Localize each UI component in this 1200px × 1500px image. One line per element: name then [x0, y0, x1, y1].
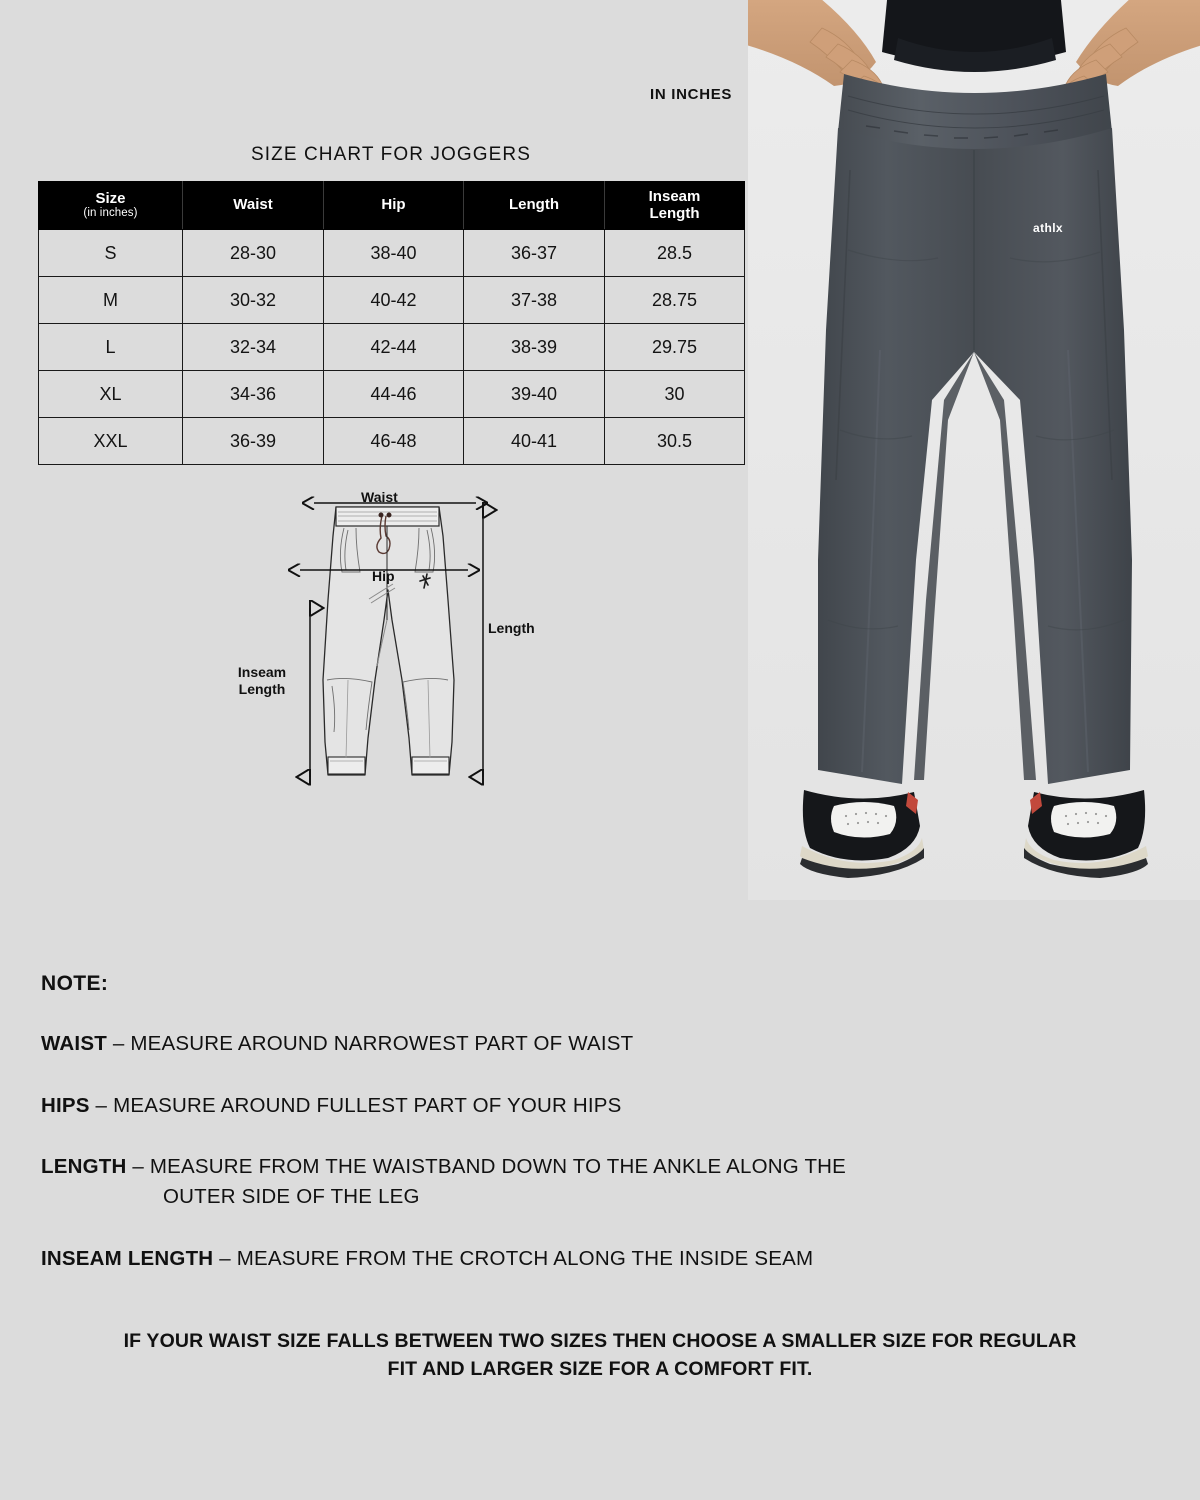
- note-item-inseam: [41, 1244, 1151, 1274]
- note-item-length: [41, 1152, 1151, 1211]
- note-term-waist: WAIST: [41, 1032, 107, 1055]
- cell-length: 38-39: [464, 324, 605, 371]
- footer-note-line2: FIT AND LARGER SIZE FOR A COMFORT FIT.: [387, 1357, 813, 1380]
- model-photo: [748, 0, 1200, 900]
- column-header-hip: Hip: [324, 182, 464, 230]
- cell-inseam: 30: [605, 371, 745, 418]
- diagram-label-length: Length: [488, 620, 535, 636]
- note-section: [41, 972, 1151, 1274]
- cell-hip: 46-48: [324, 418, 464, 465]
- cell-hip: 42-44: [324, 324, 464, 371]
- cell-inseam: 28.75: [605, 277, 745, 324]
- cell-waist: 34-36: [183, 371, 324, 418]
- note-item-waist: [41, 1029, 1151, 1059]
- column-header-inseam-sub: Length: [649, 204, 700, 222]
- table-row: [39, 277, 745, 324]
- cell-waist: 32-34: [183, 324, 324, 371]
- cell-length: 37-38: [464, 277, 605, 324]
- diagram-label-inseam-line1: Inseam: [237, 664, 287, 680]
- right-shoe: [1024, 790, 1148, 878]
- diagram-label-inseam: [216, 664, 308, 697]
- note-dash-inseam: –: [213, 1246, 237, 1270]
- note-term-length: LENGTH: [41, 1155, 127, 1179]
- cell-hip: 40-42: [324, 277, 464, 324]
- note-dash-waist: –: [106, 1032, 131, 1055]
- cell-inseam: 30.5: [605, 418, 745, 465]
- cell-size: S: [39, 230, 183, 277]
- table-row: [39, 371, 745, 418]
- note-dash-hips: –: [89, 1093, 114, 1117]
- cell-size: XXL: [39, 418, 183, 465]
- table-row: [39, 324, 745, 371]
- note-text-waist: MEASURE AROUND NARROWEST PART OF WAIST: [130, 1032, 634, 1055]
- cell-inseam: 28.5: [605, 230, 745, 277]
- footer-note-line1: IF YOUR WAIST SIZE FALLS BETWEEN TWO SIZES THEN CHOOSE A SMALLER SIZE FOR REGULAR: [123, 1330, 1077, 1352]
- cell-length: 39-40: [464, 371, 605, 418]
- column-header-inseam: [605, 182, 745, 230]
- diagram-label-hip: Hip: [372, 568, 395, 584]
- cell-length: 40-41: [464, 418, 605, 465]
- left-shoe: [800, 790, 924, 878]
- cell-length: 36-37: [464, 230, 605, 277]
- note-text-length-continuation: OUTER SIDE OF THE LEG: [163, 1185, 420, 1209]
- column-header-inseam-label: Inseam: [648, 187, 701, 205]
- cell-size: M: [39, 277, 183, 324]
- cell-waist: 30-32: [183, 277, 324, 324]
- note-heading: NOTE:: [41, 972, 109, 995]
- table-row: [39, 418, 745, 465]
- diagram-label-inseam-line2: Length: [238, 680, 286, 697]
- column-header-waist: Waist: [183, 182, 324, 230]
- size-chart-table: [38, 181, 745, 465]
- brand-logo: athlx: [1033, 221, 1064, 235]
- model-photo-illustration: [748, 0, 1200, 900]
- note-text-length: MEASURE FROM THE WAISTBAND DOWN TO THE ANKLE ALONG THE: [149, 1155, 847, 1179]
- diagram-label-waist: Waist: [361, 489, 398, 505]
- note-term-hips: HIPS: [41, 1093, 90, 1117]
- column-header-length: Length: [464, 182, 605, 230]
- jogger-technical-drawing: [196, 480, 596, 800]
- cell-size: L: [39, 324, 183, 371]
- note-dash-length: –: [126, 1155, 150, 1179]
- cell-waist: 28-30: [183, 230, 324, 277]
- cell-hip: 44-46: [324, 371, 464, 418]
- table-row: [39, 230, 745, 277]
- cell-hip: 38-40: [324, 230, 464, 277]
- cell-size: XL: [39, 371, 183, 418]
- note-text-hips: MEASURE AROUND FULLEST PART OF YOUR HIPS: [113, 1093, 622, 1117]
- table-header-row: [39, 182, 745, 230]
- note-item-hips: [41, 1091, 1151, 1121]
- measurement-diagram: [196, 480, 596, 800]
- note-term-inseam: INSEAM LENGTH: [41, 1246, 214, 1270]
- column-header-size-label: Size: [95, 189, 126, 207]
- column-header-size-sub: (in inches): [83, 207, 138, 220]
- column-header-size: [39, 182, 183, 230]
- units-label: IN INCHES: [650, 86, 733, 103]
- page-title: SIZE CHART FOR JOGGERS: [250, 144, 532, 165]
- cell-inseam: 29.75: [605, 324, 745, 371]
- cell-waist: 36-39: [183, 418, 324, 465]
- note-text-inseam: MEASURE FROM THE CROTCH ALONG THE INSIDE SEAM: [236, 1246, 814, 1270]
- footer-note: [60, 1328, 1140, 1383]
